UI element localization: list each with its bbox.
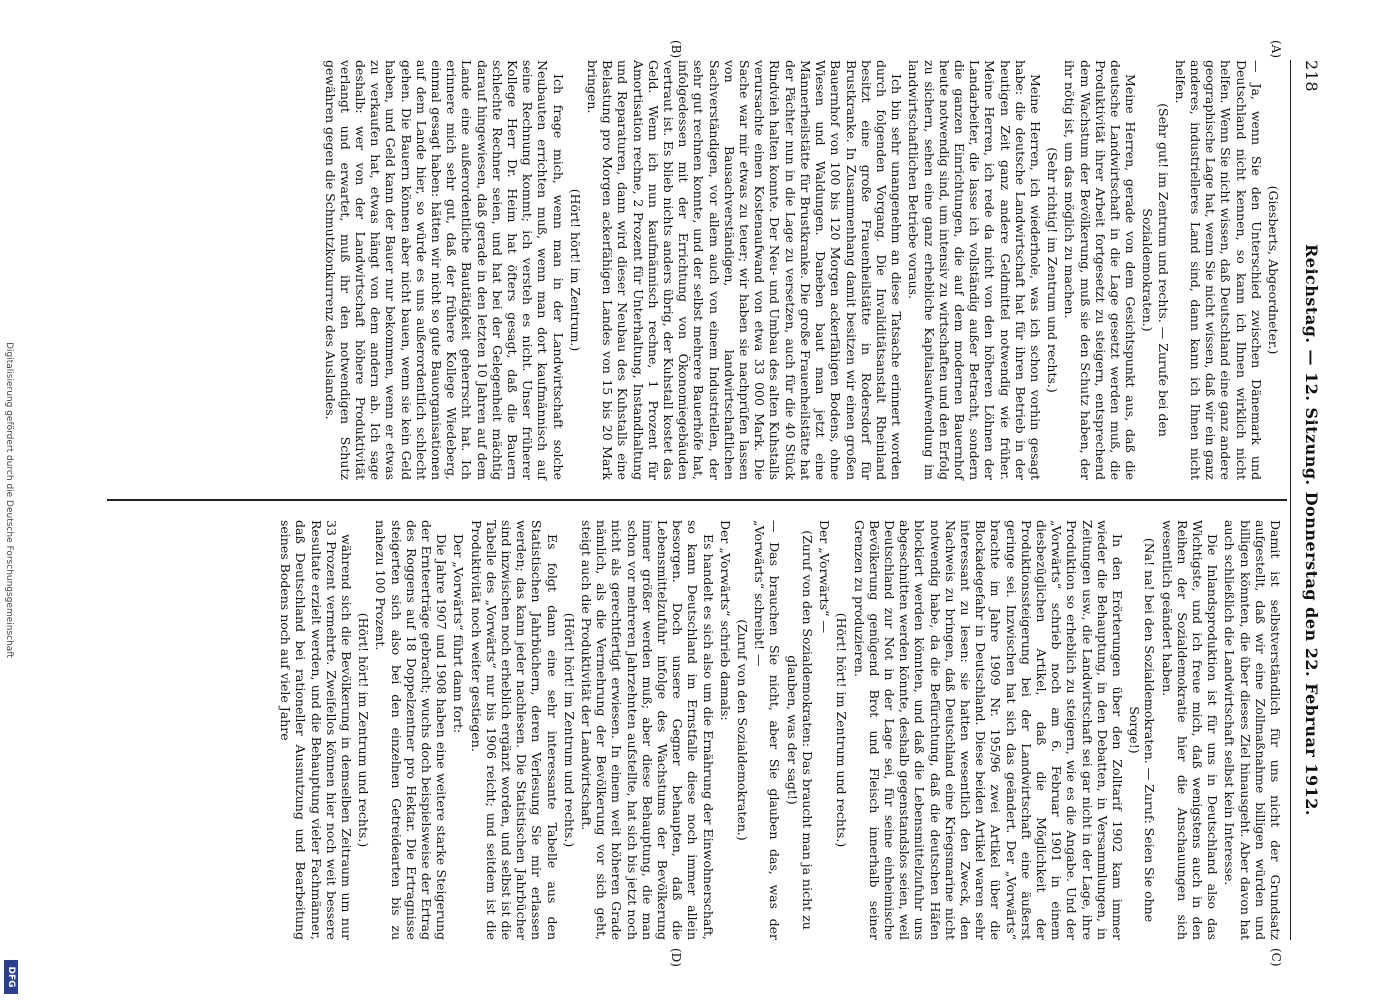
margin-mark-c: (C) <box>1269 948 1283 967</box>
paragraph: Die Inlandsproduktion ist für uns in Deutschland also das Wichtigste, und ich freue mich, daß wenigstens auch in den Reihen der Sozialdemokratie hier die Anschauungen sich wesentlich geändert haben. <box>1159 520 1221 940</box>
dfg-logo: DFG <box>4 960 18 994</box>
paragraph: (Sehr richtig! im Zentrum und rechts.) <box>1045 147 1061 393</box>
margin-mark-d: (D) <box>669 948 683 967</box>
paragraph: — Das brauchen Sie nicht, aber Sie glauben das, was der „Vorwärts“ schreibt! — <box>752 520 783 940</box>
paragraph: Der „Vorwärts“ führt dann fort: <box>451 534 467 734</box>
session-line: Reichstag. — 12. Sitzung. Donnerstag den 22. Februar 1912. <box>1302 243 1321 816</box>
left-column <box>320 60 1283 480</box>
paragraph: Die Jahre 1907 und 1908 haben eine weitere starke Steigerung der Ernteerträge gebracht; wuchs doch beispielsweise der Ertrag des Roggens auf 18 Doppelzentner pro Hektar. Die Ertragnisse steigerten sich also bei den einzelnen Getreidearten bis zu nahezu 100 Prozent. <box>373 520 450 940</box>
right-column <box>276 520 1283 940</box>
paragraph: Damit ist selbstverständlich für uns nicht der Grundsatz aufgestellt, daß wir eine Zollmaßnahme billigen würden und billigen könnten, die über dieses Ziel hinausgeht. Aber davon hat auch schließlich die Landwirtschaft selbst kein Interesse. <box>1222 520 1283 940</box>
margin-mark-a: (A) <box>1269 40 1283 59</box>
paragraph: (Sehr gut! im Zentrum und rechts. — Zurufe bei den Sozialdemokraten.) <box>1140 103 1171 437</box>
paragraph: — Ja, wenn Sie den Unterschied zwischen Dänemark und Deutschland nicht kennen, so kann ich Ihnen wirklich nicht helfen. Wenn Sie nicht wissen, daß Deutschland eine ganz andere geographische Lage hat, wenn Sie nicht wissen, daß wir ein ganz anderes, industrielleres Land sind, dann kann ich Ihnen nicht helfen. <box>1172 60 1264 480</box>
paragraph: (Zuruf von den Sozialdemokraten.) <box>735 619 751 841</box>
page-header <box>1295 60 1325 940</box>
paragraph: (Hört! hört! im Zentrum.) <box>567 188 583 352</box>
paragraph: In den Erörterungen über den Zolltarif 1902 kam immer wieder die Behauptung, in den Debatten, in Versammlungen, in Zeitungen usw., die Landwirtschaft sei gar nicht in der Lage, ihre Produktion so erheblich zu steigern, wie es die Angabe. Und der „Vorwärts“ schrieb noch am 6. Februar 1901 in einem diesbezüglichen Artikel, daß die Möglichkeit der Produktionssteigerung bei der Landwirtschaft eine äußerst geringe sei. Inzwischen hat sich das geändert. Der „Vorwärts“ brachte im Jahre 1909 Nr. 195/96 zwei Artikel über die Blockadegefahr in Deutschland. Diese beiden Artikel waren sehr interessant zu lesen: sie hatten wesentlich den Zweck, den Nachweis zu bringen, daß Deutschland eine Kriegsmarine nicht notwendig habe, da die Befürchtung, daß die deutschen Häfen blockiert werden könnten, und daß die Lebensmittelzufuhr uns abgeschnitten werden könnte, deshalb gegenstandslos seien, weil Deutschland zur Not in der Lage sei, für seine einheimische Bevölkerung genügend Brot und Fleisch innerhalb seiner Grenzen zu produzieren. <box>851 520 1125 940</box>
column-divider <box>107 499 1287 501</box>
paragraph: Ich bin sehr unangenehm an diese Tatsache erinnert worden durch folgenden Vorgang. Die Invaliditätsanstalt Rheinland besitzt eine große Frauenheilstätte in Rodersdorf für Brustkranke. In Zusammenhang damit besitzen wir einen großen Bauernhof von 100 bis 120 Morgen ackerfähigen Bodens, ohne Wiesen und Waldungen. Daneben baut man jetzt eine Männerheilstätte für Brustkranke. Die große Frauenheilstätte hat der Pächter nun in die Lage zu versetzen, auch für die 40 Stück Rindvieh halten konnte. Der Neu- und Umbau des alten Kuhstalls verursachte einen Kostenaufwand von etwa 33 000 Mark. Die Sache war mir etwas zu teuer; wir haben sie nachprüfen lassen von Bausachverständigen, landwirtschaftlichen Sachverständigen, vor allem auch von einem Industriellen, der sehr gut rechnen konnte, und der selbst mehrere Bauerhöfe hat, infolgedessen mit der Errichtung von Ökonomiegebäuden vertraut ist. Es blieb nichts anders übrig, der Kuhstall kostet das Geld. Wenn ich nun kaufmännisch rechne, 1 Prozent für Amortisation rechne, 2 Prozent für Unterhaltung, Instandhaltung und Reparaturen, dann wird dieser Neubau des Kuhstalls eine Belastung pro Morgen ackerfähigen Landes von 15 bis 20 Mark bringen. <box>585 60 905 480</box>
paragraph: während sich die Bevölkerung in demselben Zeitraum um nur 33 Prozent vermehrte. Zweifellos können hier noch weit bessere Resultate erzielt werden, und die Behauptung vieler Fachmänner, daß Deutschland bei rationeller Ausnutzung und Bearbeitung seines Bodens noch auf viele Jahre <box>278 520 355 940</box>
paragraph: (Giesberts, Abgeordneter.) <box>1266 185 1281 355</box>
header-rule <box>1290 60 1291 940</box>
paragraph: Meine Herren, ich wiederhole, was ich schon vorhin gesagt habe: die deutsche Landwirtschaft hat für ihren Betrieb in der heutigen Zeit ganz andere Geldmittel notwendig wie früher. Meine Herren, ich rede da nicht von den höheren Löhnen der Landarbeiter, die lasse ich vollständig außer Betracht, sondern die ganzen Einrichtungen, die auf dem modernen Bauernhof heute notwendig sind, um intensiv zu wirtschaften und den Erfolg zu sichern, sehen eine ganz erhebliche Kapitalsaufwendung im landwirtschaftlichen Betriebe voraus. <box>906 60 1043 480</box>
paragraph: (Hört! hört! im Zentrum und rechts.) <box>561 612 577 848</box>
paragraph: Meine Herren, gerade von dem Gesichtspunkt aus, daß die deutsche Landwirtschaft in die Lage gesetzt werden muß, die Produktivität ihrer Arbeit fortgesetzt zu steigern, entsprechend dem Wachstum der Bevölkerung, muß sie den Schutz haben, der ihr nötig ist, um das möglich zu machen. <box>1062 60 1139 480</box>
paragraph: (Zuruf von den Sozialdemokraten: Das braucht man ja nicht zu glauben, was der sagt!) <box>784 530 815 930</box>
paragraph: Es handelt es sich also um die Ernährung der Einwohnerschaft, so kann Deutschland im Ernstfalle diese noch immer allein besorgen. Doch unsere Gegner behaupten, daß die Lebensmittelzufuhr infolge des Wachstums der Bevölkerung immer größer werden muß; aber diese Behauptung, die man schon vor mehreren Jahrzehnten aufstellte, hat sich bis jetzt noch nicht als gerechtfertigt erwiesen. In einem weit höheren Grade nämlich, als die Vermehrung der Bevölkerung vor sich geht, steigt auch die Produktivität der Landwirtschaft. <box>579 520 716 940</box>
digitization-note: Digitalisierung gefördert durch die Deutsche Forschungsgemeinschaft <box>4 342 14 658</box>
paragraph: Es folgt dann eine sehr interessante Tabelle aus den Statistischen Jahrbüchern, deren Verlesung Sie mir erlassen werden; das kann jeder nachlesen. Die Statistischen Jahrbücher sind inzwischen noch erheblich ergänzt worden, und selbst ist die Tabelle des „Vorwärts“ nur bis 1906 reicht; und seitdem ist die Produktivität noch weiter gestiegen. <box>468 520 560 940</box>
page-number: 218 <box>1302 60 1321 93</box>
paragraph: Der „Vorwärts“ — <box>817 520 833 633</box>
margin-mark-b: (B) <box>669 40 683 59</box>
paragraph: Der „Vorwärts“ schrieb damals: <box>717 520 733 721</box>
paragraph: (Na! na! bei den Sozialdemokraten. — Zuruf: Seien Sie ohne Sorge!) <box>1127 537 1158 923</box>
paragraph: (Hört! hört! im Zentrum und rechts.) <box>834 612 850 848</box>
paragraph: Ich frage mich, wenn man in der Landwirtschaft solche Neubauten errichten muß, wenn man dort kaufmännisch auf seine Rechnung kommt; ich versteh es nicht. Unser früherer Kollege Herr Dr. Heim hat öfters gesagt, daß die Bauern schlechte Rechner seien, und hat bei der Gelegenheit mächtig darauf hingewiesen, daß gerade in den letzten 10 Jahren auf dem Lande eine außerordentliche Bautätigkeit geherrscht hat. Ich erinnere mich sehr gut, daß der frühere Kollege Wiedeberg, einmal gesagt haben: hätten wir nicht so gute Bauorganisationen auf dem Lande hier, so würde es uns außerordentlich schlecht gehen. Die Bauern können aber nicht bauen, wenn sie kein Geld haben, und Geld kann der Bauer nur bekommen, wenn er etwas zu verkaufen hat, etwas hängt von dem andern ab. Ich sage deshalb: wer von der Landwirtschaft höhere Produktivität verlangt und erwartet, muß ihr den notwendigen Schutz gewähren gegen die Schmutzkonkurrenz des Auslandes. <box>322 60 566 480</box>
paragraph: (Hört! hört! im Zentrum und rechts.) <box>356 612 372 848</box>
